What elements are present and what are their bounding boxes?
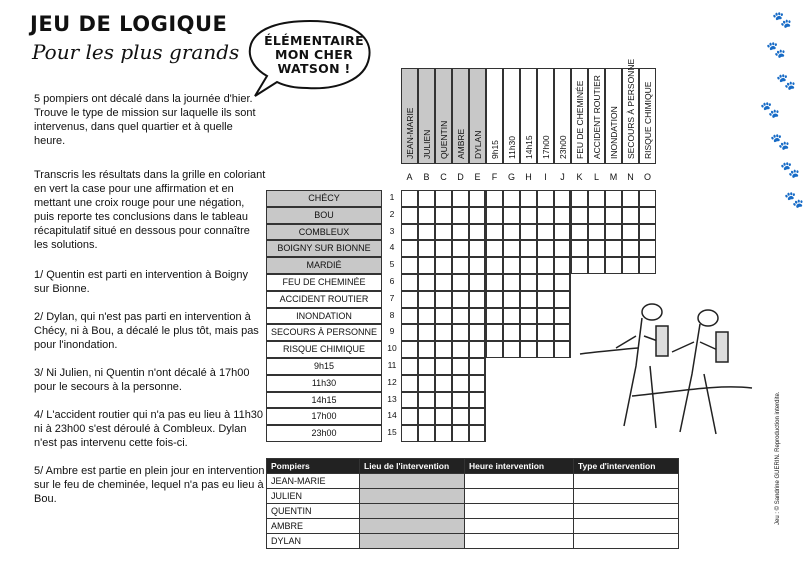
grid-cell[interactable]	[588, 190, 605, 207]
grid-cell[interactable]	[435, 425, 452, 442]
clue-3: 3/ Ni Julien, ni Quentin n'ont décalé à 17h00 pour le secours à la personne.	[34, 367, 250, 393]
grid-cell[interactable]	[418, 341, 435, 358]
grid-cell[interactable]	[639, 240, 656, 257]
summary-cell[interactable]	[574, 504, 679, 519]
grid-cell[interactable]	[554, 207, 571, 224]
grid-cell[interactable]	[469, 375, 486, 392]
clue-2: 2/ Dylan, qui n'est pas parti en intervention à Chécy, ni à Bou, a décalé le plus tôt, mais pas pour l'inondation.	[34, 311, 259, 351]
grid-cell[interactable]	[418, 224, 435, 241]
column-header-label: 9h15	[489, 140, 500, 159]
column-header	[554, 68, 571, 164]
grid-cell[interactable]	[520, 291, 537, 308]
grid-cell[interactable]	[401, 324, 418, 341]
column-header-label: 14h15	[523, 135, 534, 159]
grid-cell[interactable]	[452, 207, 469, 224]
row-label: INONDATION	[266, 308, 382, 325]
grid-cell[interactable]	[486, 308, 503, 325]
summary-cell[interactable]	[465, 519, 574, 534]
summary-table	[266, 458, 679, 549]
grid-cell[interactable]	[520, 257, 537, 274]
grid-cell[interactable]	[452, 190, 469, 207]
summary-cell[interactable]	[574, 534, 679, 549]
grid-cell[interactable]	[452, 324, 469, 341]
grid-cell[interactable]	[486, 257, 503, 274]
grid-cell[interactable]	[418, 190, 435, 207]
grid-cell[interactable]	[418, 408, 435, 425]
row-label: MARDIÉ	[266, 257, 382, 274]
grid-cell[interactable]	[571, 257, 588, 274]
column-header-label: RISQUE CHIMIQUE	[642, 81, 653, 159]
grid-cell[interactable]	[418, 375, 435, 392]
column-letter: C	[440, 172, 447, 182]
grid-cell[interactable]	[486, 224, 503, 241]
grid-cell[interactable]	[520, 341, 537, 358]
grid-cell[interactable]	[503, 257, 520, 274]
grid-cell[interactable]	[418, 240, 435, 257]
column-header	[520, 68, 537, 164]
paw-print-icon: 🐾	[766, 42, 786, 59]
grid-cell[interactable]	[554, 274, 571, 291]
bubble-line-3: WATSON !	[277, 61, 351, 76]
grid-cell[interactable]	[537, 291, 554, 308]
grid-cell[interactable]	[469, 425, 486, 442]
grid-cell[interactable]	[605, 240, 622, 257]
grid-cell[interactable]	[503, 224, 520, 241]
row-number: 8	[389, 309, 395, 320]
column-header-label: 11h30	[506, 135, 517, 159]
grid-cell[interactable]	[571, 207, 588, 224]
summary-header: Pompiers	[267, 459, 360, 474]
grid-cell[interactable]	[469, 257, 486, 274]
grid-cell[interactable]	[469, 224, 486, 241]
paw-print-icon: 🐾	[770, 134, 790, 151]
column-letter: O	[643, 172, 651, 182]
summary-cell[interactable]	[574, 519, 679, 534]
grid-cell[interactable]	[401, 408, 418, 425]
grid-cell[interactable]	[639, 224, 656, 241]
column-letter: J	[560, 172, 565, 182]
grid-cell[interactable]	[503, 308, 520, 325]
row-number: 3	[389, 225, 395, 236]
row-number: 2	[389, 208, 395, 219]
grid-cell[interactable]	[418, 291, 435, 308]
grid-cell[interactable]	[554, 240, 571, 257]
row-label: ACCIDENT ROUTIER	[266, 291, 382, 308]
grid-cell[interactable]	[486, 207, 503, 224]
grid-cell[interactable]	[435, 190, 452, 207]
grid-cell[interactable]	[401, 341, 418, 358]
grid-cell[interactable]	[452, 425, 469, 442]
summary-header: Heure intervention	[465, 459, 574, 474]
grid-cell[interactable]	[469, 324, 486, 341]
column-letter: D	[457, 172, 464, 182]
summary-cell[interactable]	[574, 489, 679, 504]
summary-cell[interactable]	[465, 504, 574, 519]
summary-cell[interactable]	[465, 474, 574, 489]
grid-cell[interactable]	[554, 190, 571, 207]
grid-cell[interactable]	[435, 358, 452, 375]
column-header	[622, 58, 639, 164]
summary-cell[interactable]	[465, 534, 574, 549]
grid-cell[interactable]	[486, 274, 503, 291]
grid-cell[interactable]	[401, 425, 418, 442]
row-label: SECOURS À PERSONNE	[266, 324, 382, 341]
column-header	[469, 68, 486, 164]
clue-5: 5/ Ambre est partie en plein jour en intervention sur le feu de cheminée, lequel n'a pas eu lieu à Bou.	[34, 465, 265, 505]
summary-row	[267, 474, 679, 489]
grid-cell[interactable]	[469, 240, 486, 257]
column-header-label: FEU DE CHEMINÉE	[574, 80, 585, 159]
row-label: 9h15	[266, 358, 382, 375]
grid-cell[interactable]	[486, 240, 503, 257]
grid-cell[interactable]	[401, 207, 418, 224]
column-letter: L	[593, 172, 599, 182]
grid-cell[interactable]	[537, 224, 554, 241]
grid-cell[interactable]	[588, 207, 605, 224]
grid-cell[interactable]	[503, 190, 520, 207]
summary-cell[interactable]	[574, 474, 679, 489]
summary-row	[267, 489, 679, 504]
column-letter: H	[525, 172, 532, 182]
paw-print-icon: 🐾	[776, 74, 796, 91]
page-title: JEU DE LOGIQUE	[30, 12, 228, 36]
grid-cell[interactable]	[639, 207, 656, 224]
column-header	[452, 68, 469, 164]
grid-cell[interactable]	[435, 207, 452, 224]
summary-cell[interactable]	[360, 504, 465, 519]
summary-header: Type d'intervention	[574, 459, 679, 474]
grid-cell[interactable]	[435, 408, 452, 425]
column-header	[639, 68, 656, 164]
grid-cell[interactable]	[418, 207, 435, 224]
row-number: 9	[389, 326, 395, 337]
column-header	[401, 68, 418, 164]
grid-cell[interactable]	[537, 308, 554, 325]
grid-cell[interactable]	[401, 224, 418, 241]
grid-cell[interactable]	[520, 190, 537, 207]
grid-cell[interactable]	[469, 358, 486, 375]
column-letter: A	[406, 172, 413, 182]
grid-cell[interactable]	[571, 190, 588, 207]
grid-cell[interactable]	[469, 408, 486, 425]
grid-cell[interactable]	[605, 224, 622, 241]
grid-cell[interactable]	[537, 257, 554, 274]
column-header-label: QUENTIN	[438, 120, 449, 159]
grid-cell[interactable]	[503, 341, 520, 358]
column-header	[503, 68, 520, 164]
paw-print-icon: 🐾	[780, 162, 800, 179]
column-header	[418, 68, 435, 164]
row-number: 4	[389, 242, 395, 253]
grid-cell[interactable]	[401, 358, 418, 375]
grid-cell[interactable]	[486, 324, 503, 341]
summary-row	[267, 504, 679, 519]
row-label: COMBLEUX	[266, 224, 382, 241]
summary-row	[267, 519, 679, 534]
grid-cell[interactable]	[435, 375, 452, 392]
grid-cell[interactable]	[537, 207, 554, 224]
grid-cell[interactable]	[469, 274, 486, 291]
grid-cell[interactable]	[622, 240, 639, 257]
grid-cell[interactable]	[554, 257, 571, 274]
grid-cell[interactable]	[401, 240, 418, 257]
row-number: 6	[389, 276, 395, 286]
grid-cell[interactable]	[418, 425, 435, 442]
summary-name: JULIEN	[267, 489, 360, 504]
column-header	[605, 68, 622, 164]
summary-cell[interactable]	[360, 519, 465, 534]
grid-cell[interactable]	[452, 375, 469, 392]
grid-cell[interactable]	[452, 224, 469, 241]
grid-cell[interactable]	[503, 240, 520, 257]
grid-cell[interactable]	[418, 274, 435, 291]
grid-cell[interactable]	[605, 207, 622, 224]
summary-cell[interactable]	[465, 489, 574, 504]
grid-cell[interactable]	[418, 324, 435, 341]
column-letter: B	[423, 172, 430, 182]
grid-cell[interactable]	[520, 324, 537, 341]
speech-bubble-text	[255, 34, 373, 76]
row-label: BOIGNY SUR BIONNE	[266, 240, 382, 257]
summary-cell[interactable]	[360, 534, 465, 549]
grid-cell[interactable]	[469, 341, 486, 358]
grid-cell[interactable]	[520, 207, 537, 224]
row-number: 14	[387, 410, 397, 421]
summary-name: JEAN-MARIE	[267, 474, 360, 489]
grid-cell[interactable]	[452, 408, 469, 425]
grid-cell[interactable]	[537, 324, 554, 341]
grid-cell[interactable]	[520, 308, 537, 325]
summary-name: QUENTIN	[267, 504, 360, 519]
row-number: 12	[387, 376, 397, 387]
grid-cell[interactable]	[435, 341, 452, 358]
grid-cell[interactable]	[418, 358, 435, 375]
grid-cell[interactable]	[418, 392, 435, 409]
grid-cell[interactable]	[401, 274, 418, 291]
row-label: 14h15	[266, 392, 382, 409]
paw-print-icon: 🐾	[772, 12, 792, 29]
row-label: CHÉCY	[266, 190, 382, 207]
row-label: 11h30	[266, 375, 382, 392]
column-letter: M	[609, 172, 618, 182]
grid-cell[interactable]	[401, 291, 418, 308]
grid-cell[interactable]	[605, 257, 622, 274]
column-letter: E	[474, 172, 481, 182]
grid-cell[interactable]	[435, 291, 452, 308]
row-label: RISQUE CHIMIQUE	[266, 341, 382, 358]
grid-cell[interactable]	[401, 375, 418, 392]
grid-cell[interactable]	[554, 224, 571, 241]
grid-cell[interactable]	[469, 190, 486, 207]
grid-cell[interactable]	[452, 358, 469, 375]
bubble-line-1: ÉLÉMENTAIRE	[264, 33, 364, 48]
grid-cell[interactable]	[622, 207, 639, 224]
grid-cell[interactable]	[435, 274, 452, 291]
column-header	[435, 68, 452, 164]
grid-cell[interactable]	[588, 240, 605, 257]
grid-cell[interactable]	[503, 274, 520, 291]
grid-cell[interactable]	[452, 240, 469, 257]
grid-cell[interactable]	[537, 190, 554, 207]
grid-cell[interactable]	[622, 224, 639, 241]
column-letter: I	[544, 172, 547, 182]
row-label: FEU DE CHEMINÉE	[266, 274, 382, 291]
column-header-label: ACCIDENT ROUTIER	[591, 75, 602, 159]
grid-cell[interactable]	[537, 341, 554, 358]
column-header-label: JEAN-MARIE	[404, 107, 415, 159]
grid-cell[interactable]	[503, 207, 520, 224]
grid-cell[interactable]	[554, 308, 571, 325]
grid-cell[interactable]	[622, 190, 639, 207]
firefighters-illustration	[576, 296, 752, 444]
summary-row	[267, 534, 679, 549]
column-header-label: JULIEN	[421, 129, 432, 159]
grid-cell[interactable]	[520, 224, 537, 241]
grid-cell[interactable]	[452, 341, 469, 358]
summary-header: Lieu de l'intervention	[360, 459, 465, 474]
grid-cell[interactable]	[639, 190, 656, 207]
summary-name: DYLAN	[267, 534, 360, 549]
grid-cell[interactable]	[520, 274, 537, 291]
grid-cell[interactable]	[418, 257, 435, 274]
grid-cell[interactable]	[554, 341, 571, 358]
grid-cell[interactable]	[401, 190, 418, 207]
intro-text: 5 pompiers ont décalé dans la journée d'hier. Trouve le type de mission sur laquelle ils sont intervenus, dans quel quartier et à quelle heure.	[34, 93, 256, 147]
column-letter: G	[507, 172, 515, 182]
summary-cell[interactable]	[360, 474, 465, 489]
grid-cell[interactable]	[503, 291, 520, 308]
grid-cell[interactable]	[452, 291, 469, 308]
summary-header-row	[267, 459, 679, 474]
row-number: 13	[387, 393, 397, 404]
column-letter: N	[627, 172, 634, 182]
row-label: BOU	[266, 207, 382, 224]
grid-cell[interactable]	[469, 392, 486, 409]
grid-cell[interactable]	[486, 190, 503, 207]
column-header-label: INONDATION	[608, 106, 619, 159]
row-number: 7	[389, 292, 395, 303]
column-header	[571, 68, 588, 164]
row-number: 1	[389, 192, 395, 202]
row-number: 5	[389, 259, 395, 270]
grid-cell[interactable]	[605, 190, 622, 207]
grid-cell[interactable]	[452, 392, 469, 409]
grid-cell[interactable]	[452, 274, 469, 291]
column-header	[537, 68, 554, 164]
grid-cell[interactable]	[435, 308, 452, 325]
grid-cell[interactable]	[520, 240, 537, 257]
grid-cell[interactable]	[571, 240, 588, 257]
grid-cell[interactable]	[588, 257, 605, 274]
grid-cell[interactable]	[452, 257, 469, 274]
paw-print-icon: 🐾	[784, 192, 804, 209]
summary-cell[interactable]	[360, 489, 465, 504]
grid-cell[interactable]	[435, 257, 452, 274]
column-letter: F	[491, 172, 498, 182]
column-header-label: DYLAN	[472, 130, 483, 159]
paw-print-icon: 🐾	[760, 102, 780, 119]
page-subtitle: Pour les plus grands	[32, 40, 240, 64]
grid-cell[interactable]	[588, 224, 605, 241]
grid-cell[interactable]	[401, 308, 418, 325]
column-header-label: 17h00	[540, 135, 551, 159]
grid-cell[interactable]	[554, 291, 571, 308]
grid-cell[interactable]	[401, 392, 418, 409]
column-letter: K	[576, 172, 583, 182]
row-label: 17h00	[266, 408, 382, 425]
grid-cell[interactable]	[435, 240, 452, 257]
clue-4: 4/ L'accident routier qui n'a pas eu lieu à 11h30 ni à 23h00 s'est déroulé à Combleux. Dylan n'est pas intervenu cette fois-ci.	[34, 409, 264, 449]
grid-cell[interactable]	[435, 392, 452, 409]
column-header-label: AMBRE	[455, 128, 466, 159]
grid-cell[interactable]	[435, 224, 452, 241]
grid-cell[interactable]	[469, 308, 486, 325]
row-number: 15	[387, 427, 397, 438]
grid-cell[interactable]	[469, 291, 486, 308]
grid-cell[interactable]	[469, 207, 486, 224]
grid-cell[interactable]	[452, 308, 469, 325]
column-header	[588, 68, 605, 164]
grid-cell[interactable]	[554, 324, 571, 341]
grid-cell[interactable]	[537, 240, 554, 257]
clue-1: 1/ Quentin est parti en intervention à Boigny sur Bionne.	[34, 269, 249, 295]
grid-cell[interactable]	[537, 274, 554, 291]
credit-text: Jeu : © Sandrine GUERIN. Reproduction interdite.	[775, 391, 781, 525]
grid-cell[interactable]	[486, 291, 503, 308]
instructions-text: Transcris les résultats dans la grille en coloriant en vert la case pour une affirmation et en mettant une croix rouge pour une négation, puis reporte tes conclusions dans le tableau récapitulatif situé en dessous pour connaître les solutions.	[34, 169, 266, 251]
grid-cell[interactable]	[571, 224, 588, 241]
grid-cell[interactable]	[639, 257, 656, 274]
column-header-label: SECOURS À PERSONNE	[625, 58, 636, 159]
column-header-label: 23h00	[557, 135, 568, 159]
grid-cell[interactable]	[435, 324, 452, 341]
grid-cell[interactable]	[418, 308, 435, 325]
grid-cell[interactable]	[503, 324, 520, 341]
grid-cell[interactable]	[622, 257, 639, 274]
row-number: 10	[387, 343, 397, 354]
row-label: 23h00	[266, 425, 382, 442]
grid-cell[interactable]	[401, 257, 418, 274]
bubble-line-2: MON CHER	[274, 47, 354, 62]
row-number: 11	[387, 360, 397, 370]
summary-name: AMBRE	[267, 519, 360, 534]
grid-cell[interactable]	[486, 341, 503, 358]
column-header	[486, 68, 503, 164]
